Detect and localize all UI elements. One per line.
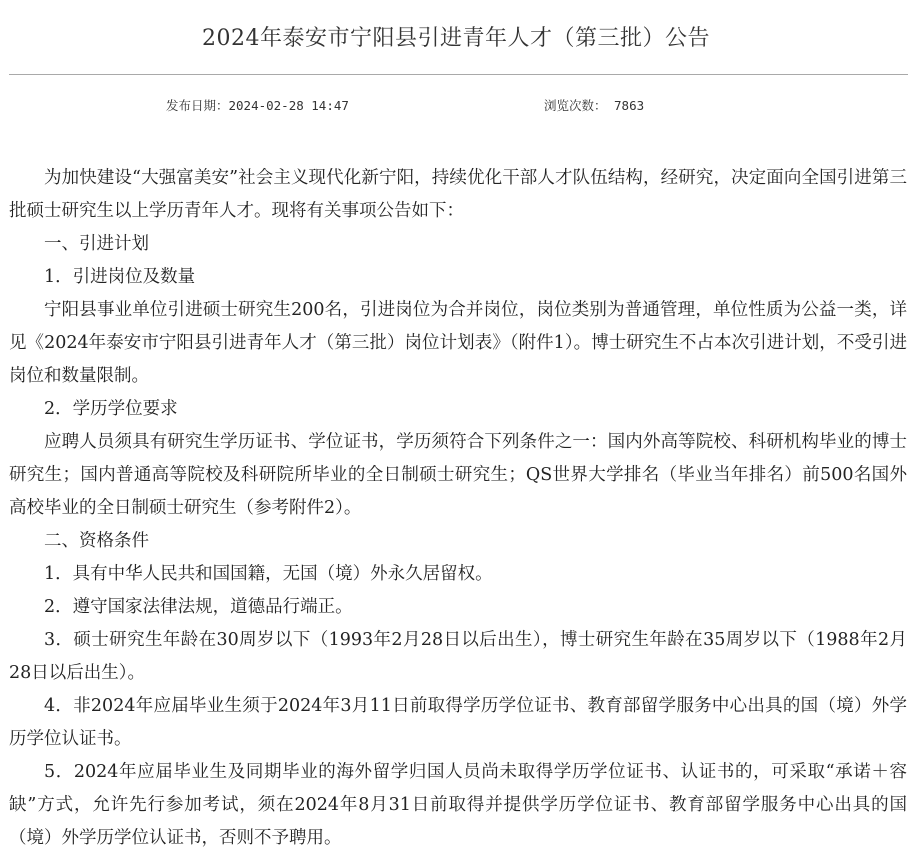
paragraph-degree: 应聘人员须具有研究生学历证书、学位证书，学历须符合下列条件之一：国内外高等院校、科研机构毕业的博士研究生；国内普通高等院校及科研院所毕业的全日制硕士研究生；QS世界大学排名（毕业当年排名）前500名国外高校毕业的全日制硕士研究生（参考附件2）。: [9, 432, 907, 518]
intro-paragraph: 为加快建设“大强富美安”社会主义现代化新宁阳，持续优化干部人才队伍结构，经研究，决定面向全国引进第三批硕士研究生以上学历青年人才。现将有关事项公告如下：: [9, 168, 907, 221]
qualification-item-5: 5．2024年应届毕业生及同期毕业的海外留学归国人员尚未取得学历学位证书、认证书的，可采取“承诺＋容缺”方式，允许先行参加考试，须在2024年8月31日前取得并提供学历学位证书、教育部留学服务中心出具的国（境）外学历学位认证书，否则不予聘用。: [9, 762, 907, 848]
qualification-item-3: 3．硕士研究生年龄在30周岁以下（1993年2月28日以后出生），博士研究生年龄在35周岁以下（1988年2月28日以后出生）。: [9, 630, 907, 683]
qualification-item-2: 2．遵守国家法律法规，道德品行端正。: [44, 597, 353, 617]
section-heading-qualifications: 二、资格条件: [44, 531, 149, 551]
article-body: [9, 162, 907, 855]
qualification-item-4: 4．非2024年应届毕业生须于2024年3月11日前取得学历学位证书、教育部留学服务中心出具的国（境）外学历学位认证书。: [9, 696, 907, 749]
paragraph-positions: 宁阳县事业单位引进硕士研究生200名，引进岗位为合并岗位，岗位类别为普通管理，单位性质为公益一类，详见《2024年泰安市宁阳县引进青年人才（第三批）岗位计划表》（附件1）。博士研究生不占本次引进计划，不受引进岗位和数量限制。: [9, 300, 907, 386]
title-divider: [9, 74, 908, 75]
subheading-positions: 1．引进岗位及数量: [44, 267, 196, 287]
subheading-degree: 2．学历学位要求: [44, 399, 178, 419]
page-title: 2024年泰安市宁阳县引进青年人才（第三批）公告: [202, 26, 710, 51]
view-count: 浏览次数： 7863: [544, 98, 645, 113]
section-heading-plan: 一、引进计划: [44, 234, 149, 254]
publish-date: 发布日期：2024-02-28 14:47: [166, 98, 349, 113]
qualification-item-1: 1．具有中华人民共和国国籍，无国（境）外永久居留权。: [44, 564, 493, 584]
